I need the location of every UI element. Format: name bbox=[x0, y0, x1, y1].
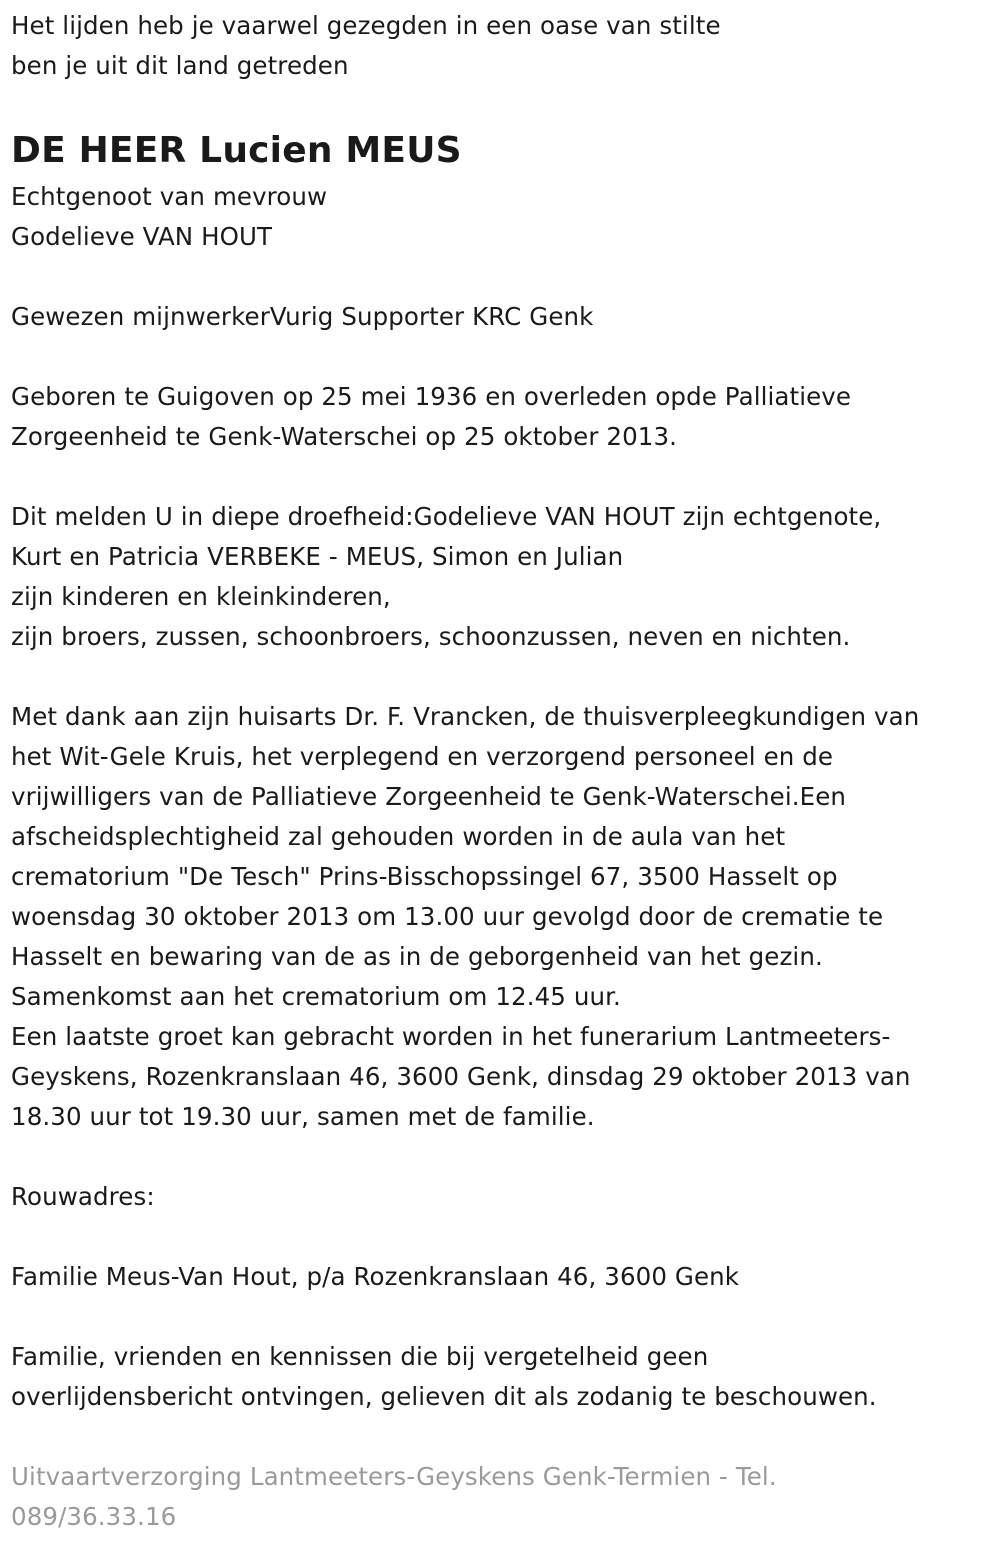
ceremony-line: het Wit-Gele Kruis, het verplegend en verzorgend personeel en de bbox=[11, 742, 834, 771]
ceremony-line: Hasselt en bewaring van de as in de geborgenheid van het gezin. bbox=[11, 942, 823, 971]
deceased-name: DE HEER Lucien MEUS bbox=[11, 130, 462, 171]
poem bbox=[11, 6, 991, 86]
family-line: Dit melden U in diepe droefheid:Godelieve VAN HOUT zijn echtgenote, bbox=[11, 502, 882, 531]
mourning-address: Familie Meus-Van Hout, p/a Rozenkranslaan 46, 3600 Genk bbox=[11, 1262, 740, 1291]
ceremony-line: crematorium "De Tesch" Prins-Bisschopssingel 67, 3500 Hasselt op bbox=[11, 862, 838, 891]
notice-line: overlijdensbericht ontvingen, gelieven dit als zodanig te beschouwen. bbox=[11, 1382, 877, 1411]
ceremony-line: Een laatste groet kan gebracht worden in het funerarium Lantmeeters- bbox=[11, 1022, 891, 1051]
ceremony-line: afscheidsplechtigheid zal gehouden worden in de aula van het bbox=[11, 822, 786, 851]
poem-line: Het lijden heb je vaarwel gezegden in een oase van stilte bbox=[11, 11, 721, 40]
poem-line: ben je uit dit land getreden bbox=[11, 51, 349, 80]
mourning-address-label: Rouwadres: bbox=[11, 1182, 155, 1211]
ceremony-line: vrijwilligers van de Palliatieve Zorgeenheid te Genk-Waterschei.Een bbox=[11, 782, 847, 811]
birth-death-line: Geboren te Guigoven op 25 mei 1936 en overleden opde Palliatieve bbox=[11, 382, 852, 411]
footer-line: Uitvaartverzorging Lantmeeters-Geyskens Genk-Termien - Tel. bbox=[11, 1462, 777, 1491]
birth-death-block bbox=[11, 377, 991, 457]
family-line: Kurt en Patricia VERBEKE - MEUS, Simon en Julian bbox=[11, 542, 624, 571]
spouse-line: Godelieve VAN HOUT bbox=[11, 222, 273, 251]
ceremony-line: Geyskens, Rozenkranslaan 46, 3600 Genk, dinsdag 29 oktober 2013 van bbox=[11, 1062, 911, 1091]
funeral-director-footer bbox=[11, 1457, 991, 1537]
footer-line: 089/36.33.16 bbox=[11, 1502, 177, 1531]
family-line: zijn kinderen en kleinkinderen, bbox=[11, 582, 391, 611]
thanks-ceremony-block bbox=[11, 697, 991, 1137]
obituary-notice bbox=[11, 6, 991, 1537]
ceremony-line: Met dank aan zijn huisarts Dr. F. Vrancken, de thuisverpleegkundigen van bbox=[11, 702, 920, 731]
ceremony-line: woensdag 30 oktober 2013 om 13.00 uur gevolgd door de crematie te bbox=[11, 902, 884, 931]
family-block bbox=[11, 497, 991, 657]
ceremony-line: Samenkomst aan het crematorium om 12.45 uur. bbox=[11, 982, 621, 1011]
spouse-block bbox=[11, 177, 991, 257]
family-line: zijn broers, zussen, schoonbroers, schoonzussen, neven en nichten. bbox=[11, 622, 851, 651]
birth-death-line: Zorgeenheid te Genk-Waterschei op 25 oktober 2013. bbox=[11, 422, 678, 451]
ceremony-line: 18.30 uur tot 19.30 uur, samen met de familie. bbox=[11, 1102, 595, 1131]
notice-line: Familie, vrienden en kennissen die bij vergetelheid geen bbox=[11, 1342, 709, 1371]
spouse-line: Echtgenoot van mevrouw bbox=[11, 182, 328, 211]
notice-block bbox=[11, 1337, 991, 1417]
occupation: Gewezen mijnwerkerVurig Supporter KRC Genk bbox=[11, 302, 594, 331]
